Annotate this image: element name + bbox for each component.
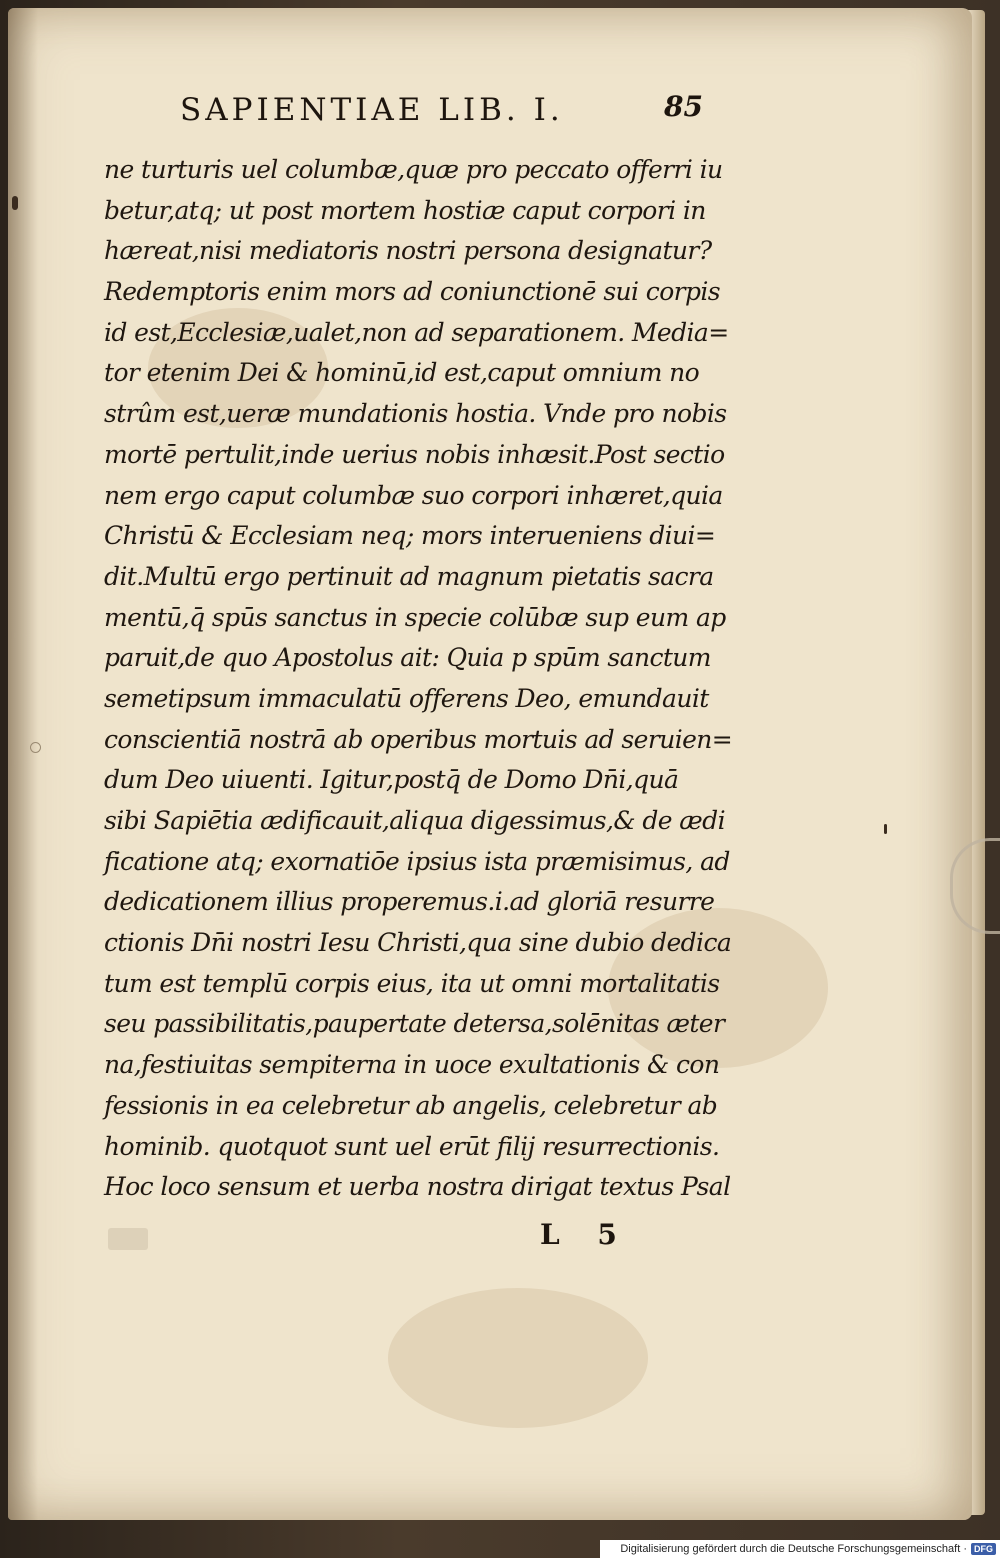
- page-gutter-shadow: [8, 8, 38, 1520]
- text-line: betur,atq; ut post mortem hostiæ caput corpori in: [104, 195, 706, 225]
- margin-ink-mark: [884, 824, 887, 834]
- text-line: na,festiuitas sempiterna in uoce exultationis & con: [104, 1050, 720, 1080]
- text-line: hominib. quotquot sunt uel erūt filij resurrectionis.: [104, 1131, 720, 1161]
- show-through-mark: [108, 1228, 148, 1250]
- text-line: ctionis Dn̄i nostri Iesu Christi,qua sine dubio dedica: [104, 928, 732, 958]
- text-line: hæreat,nisi mediatoris nostri persona designatur?: [104, 236, 712, 266]
- running-head: [180, 92, 720, 136]
- text-line: Hoc loco sensum et uerba nostra dirigat textus Psal: [104, 1172, 731, 1202]
- text-line: dum Deo uiuenti. Igitur,postq̄ de Domo Dn̄i,quā: [104, 765, 679, 795]
- text-line: ficatione atq; exornatiōe ipsius ista præmisimus, ad: [104, 846, 730, 876]
- text-line: dit.Multū ergo pertinuit ad magnum pietatis sacra: [104, 561, 714, 591]
- running-head-title: SAPIENTIAE LIB. I.: [180, 92, 564, 128]
- margin-circle-mark: [30, 742, 41, 753]
- text-line: sibi Sapiētia ædificauit,aliqua digessimus,& de ædi: [104, 806, 725, 835]
- text-line: semetipsum immaculatū offerens Deo, emundauit: [104, 683, 709, 713]
- text-line: nem ergo caput columbæ suo corpori inhæret,quia: [104, 480, 723, 510]
- text-line: id est,Ecclesiæ,ualet,non ad separationem. Media=: [104, 317, 729, 347]
- margin-ink-mark: [12, 196, 18, 210]
- text-line: fessionis in ea celebretur ab angelis, celebretur ab: [104, 1090, 718, 1120]
- text-line: strûm est,ueræ mundationis hostia. Vnde pro nobis: [104, 399, 727, 429]
- signature-mark: L 5: [540, 1218, 631, 1251]
- paper-stain: [388, 1288, 648, 1428]
- text-line: dedicationem illius properemus.i.ad gloriā resurre: [104, 887, 715, 917]
- text-line: Christū & Ecclesiam neq; mors interueniens diui=: [104, 521, 716, 551]
- text-line: mentū,q̄ spūs sanctus in specie colūbæ sup eum ap: [104, 602, 726, 632]
- folio-number: 85: [664, 90, 703, 123]
- text-line: mortē pertulit,inde uerius nobis inhæsit.Post sectio: [104, 439, 725, 469]
- text-line: Redemptoris enim mors ad coniunctionē sui corpis: [104, 277, 721, 307]
- body-text: [104, 150, 733, 1208]
- text-line: paruit,de quo Apostolus ait: Quia p spūm sanctum: [104, 643, 711, 673]
- text-line: tor etenim Dei & hominū,id est,caput omnium no: [104, 358, 700, 388]
- digitization-credit-bar: [600, 1540, 1000, 1558]
- text-line: ne turturis uel columbæ,quæ pro peccato offerri iu: [104, 155, 723, 184]
- dfg-logo: DFG: [971, 1543, 996, 1555]
- text-line: tum est templū corpis eius, ita ut omni mortalitatis: [104, 968, 720, 998]
- digitization-credit-text: Digitalisierung gefördert durch die Deutsche Forschungsgemeinschaft ·: [620, 1543, 967, 1555]
- text-line: seu passibilitatis,paupertate detersa,solēnitas æter: [104, 1009, 725, 1039]
- text-line: conscientiā nostrā ab operibus mortuis ad seruien=: [104, 724, 733, 754]
